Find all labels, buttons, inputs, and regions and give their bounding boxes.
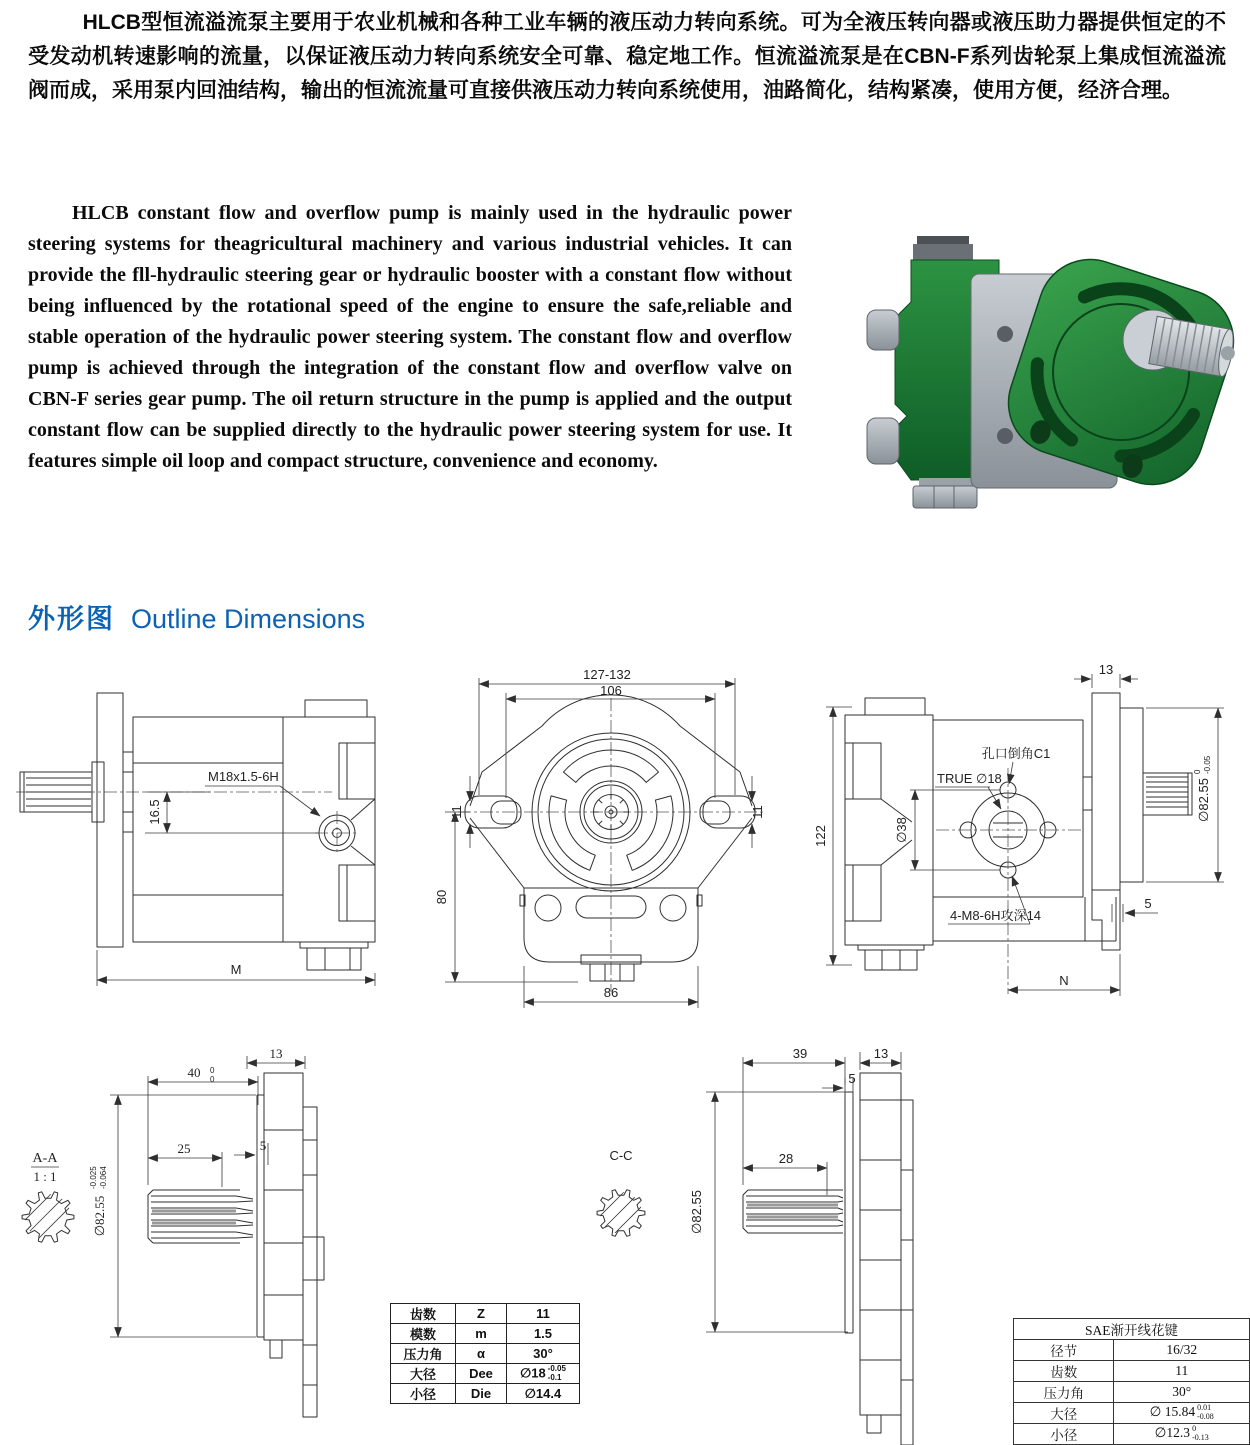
svg-text:-0.025: -0.025 — [89, 1166, 98, 1189]
svg-text:A-A: A-A — [32, 1151, 58, 1166]
param-value: 1.5 — [507, 1324, 580, 1344]
intro-paragraph-cn: HLCB型恒流溢流泵主要用于农业机械和各种工业车辆的液压动力转向系统。可为全液压转向器或液压助力器提供恒定的不受发动机转速影响的流量，以保证液压动力转向系统安全可靠、稳定地工作。恒流溢流泵是在CBN-F系列齿轮泵上集成恒流溢流阀而成，采用泵内回油结构，输出的恒流流量可直接供液压动力转向系统使用，油路简化，结构紧凑，使用方便，经济合理。 — [28, 11, 1226, 103]
table-row — [1014, 1424, 1250, 1445]
table-row — [1014, 1382, 1250, 1403]
svg-text:-0.05: -0.05 — [1203, 755, 1212, 774]
dim-M: M — [230, 962, 242, 977]
section-title-cn: 外形图 — [28, 604, 115, 634]
dim-16-5: 16.5 — [147, 799, 162, 825]
param-value: 30° — [1114, 1382, 1250, 1403]
param-symbol: Die — [456, 1384, 507, 1404]
param-name: 模数 — [391, 1324, 456, 1344]
port-thread-label: M18x1.5-6H — [208, 769, 279, 784]
dim-5: 5 — [1144, 896, 1152, 911]
side-view-outline — [16, 693, 375, 970]
dim-13: 13 — [1098, 662, 1114, 677]
front-view-dimensions — [434, 667, 765, 1008]
dim-5-cc: 5 — [848, 1071, 856, 1086]
param-name: 大径 — [1014, 1403, 1114, 1424]
drawing-front-view — [430, 660, 765, 1032]
dim-86: 86 — [603, 985, 619, 1000]
sae-spline-table — [1013, 1318, 1250, 1445]
dim-5-aa: 5 — [259, 1138, 267, 1153]
rear-view-dimensions — [813, 662, 1224, 996]
param-name: 大径 — [391, 1364, 456, 1384]
table-row — [1014, 1340, 1250, 1361]
dim-N: N — [1059, 973, 1069, 988]
pump-product-photo — [855, 222, 1250, 522]
section-title-en: Outline Dimensions — [131, 604, 366, 634]
dim-38: ∅38 — [894, 817, 909, 843]
param-value: ∅14.4 — [507, 1384, 580, 1404]
svg-text:0: 0 — [1193, 769, 1202, 774]
param-name: 小径 — [1014, 1424, 1114, 1445]
param-name: 径节 — [1014, 1340, 1114, 1361]
table-row — [391, 1324, 580, 1344]
dim-13-cc: 13 — [873, 1046, 889, 1061]
dim-122: 122 — [813, 825, 828, 847]
section-cc-label: C-C — [609, 1148, 633, 1163]
table-row — [391, 1364, 580, 1384]
param-name: 齿数 — [391, 1304, 456, 1324]
drawing-section-aa — [12, 1045, 352, 1445]
param-value: 30° — [507, 1344, 580, 1364]
param-value: ∅ 15.84 0.01 -0.08 — [1114, 1403, 1250, 1424]
dim-11-left: 11 — [449, 805, 464, 819]
dim-40-tol-up: 0 — [210, 1066, 215, 1075]
table-row — [391, 1304, 580, 1324]
param-name: 小径 — [391, 1384, 456, 1404]
dim-39: 39 — [792, 1046, 808, 1061]
dim-127-132: 127-132 — [583, 667, 631, 682]
spline-section-icon-aa — [22, 1181, 74, 1243]
dim-25: 25 — [177, 1141, 191, 1156]
table-header-row — [1014, 1319, 1250, 1340]
dim-80: 80 — [434, 889, 449, 905]
section-title — [28, 597, 365, 636]
dim-13-aa: 13 — [269, 1046, 283, 1061]
svg-text:1 : 1: 1 : 1 — [33, 1169, 57, 1184]
table-row — [391, 1344, 580, 1364]
dim-11-right: 11 — [750, 805, 765, 819]
dim-pilot-82-55 — [1193, 755, 1212, 822]
param-name: 齿数 — [1014, 1361, 1114, 1382]
param-symbol: α — [456, 1344, 507, 1364]
side-view-dimensions — [97, 769, 375, 986]
dim-pilot-aa — [89, 1166, 108, 1237]
spline-table-title: SAE渐开线花键 — [1014, 1319, 1250, 1340]
param-symbol: Z — [456, 1304, 507, 1324]
chamfer-note: 孔口倒角C1 — [981, 746, 1051, 761]
dim-40: 40 — [187, 1065, 201, 1080]
section-aa-label — [31, 1151, 59, 1184]
gear-parameter-table — [390, 1303, 580, 1404]
svg-text:∅82.55: ∅82.55 — [92, 1195, 107, 1237]
param-name: 压力角 — [1014, 1382, 1114, 1403]
section-cc-dimensions — [689, 1046, 901, 1332]
table-row — [1014, 1361, 1250, 1382]
param-symbol: m — [456, 1324, 507, 1344]
drawing-section-cc — [590, 1040, 990, 1445]
tap-note: 4-M8-6H攻深14 — [950, 908, 1042, 923]
param-symbol: Dee — [456, 1364, 507, 1384]
section-aa-outline — [148, 1073, 324, 1417]
drawing-rear-view — [810, 660, 1250, 1032]
param-value: 16/32 — [1114, 1340, 1250, 1361]
param-name: 压力角 — [391, 1344, 456, 1364]
section-cc-outline — [743, 1073, 913, 1445]
dim-28: 28 — [778, 1151, 794, 1166]
spline-section-icon-cc — [597, 1179, 647, 1239]
param-value: 11 — [1114, 1361, 1250, 1382]
dim-pilot-cc: ∅82.55 — [689, 1190, 704, 1234]
dim-106: 106 — [600, 683, 622, 698]
svg-text:∅82.55: ∅82.55 — [1196, 778, 1211, 822]
true-bore-note: TRUE ∅18 — [937, 771, 1002, 786]
drawing-side-view — [12, 660, 432, 1032]
section-aa-dimensions — [89, 1046, 305, 1337]
dim-40-tol-dn: 0 — [210, 1075, 215, 1084]
table-row — [391, 1384, 580, 1404]
param-value: ∅18 -0.05 -0.1 — [507, 1364, 580, 1384]
table-row — [1014, 1403, 1250, 1424]
intro-paragraph-en: HLCB constant flow and overflow pump is mainly used in the hydraulic power steering systems for theagricultural machinery and various industrial vehicles. It can provide the fll-hydraulic steering gear or hydraulic booster with a constant flow without being influenced by the rotational speed of the engine to ensure the safe,reliable and stable operation of the hydraulic power steering system. The constant flow and overflow pump is achieved through the integration of the constant flow and overflow valve on CBN-F series gear pump. The oil return structure in the pump is applied and the output constant flow can be supplied directly to the hydraulic power steering system for use. It features simple oil loop and compact structure, convenience and economy. — [28, 202, 792, 472]
svg-text:-0.064: -0.064 — [99, 1166, 108, 1189]
param-value: ∅12.3 0 -0.13 — [1114, 1424, 1250, 1445]
param-value: 11 — [507, 1304, 580, 1324]
front-view-outline — [458, 695, 764, 992]
